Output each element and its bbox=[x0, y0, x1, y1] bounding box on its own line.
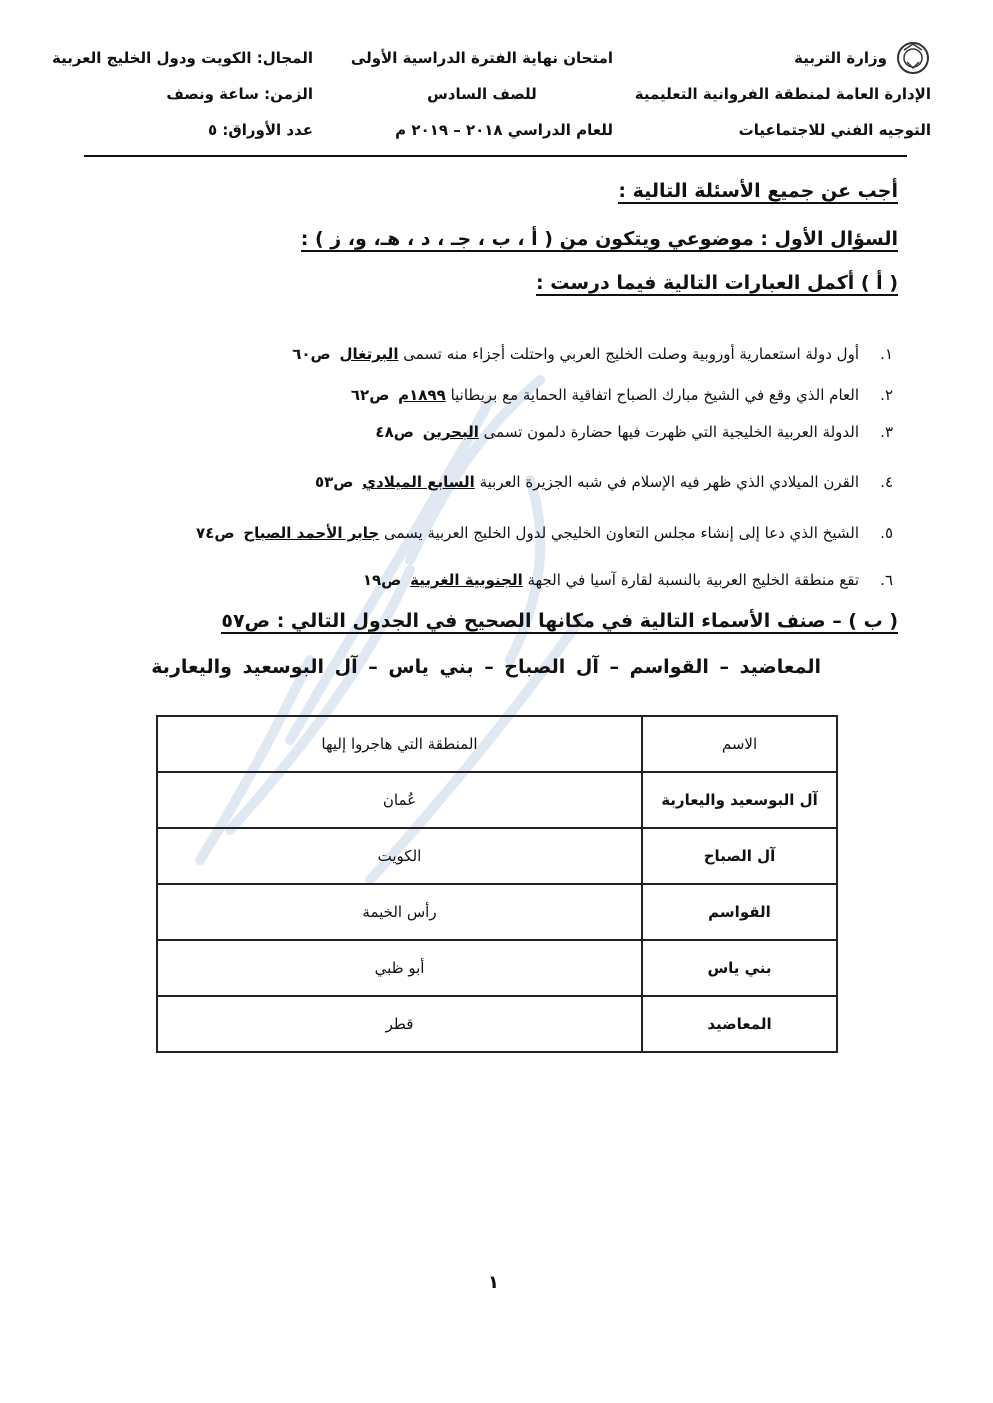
header-divider bbox=[84, 155, 907, 157]
row-name: القواسم bbox=[642, 884, 837, 940]
item-number: ٤. bbox=[880, 473, 893, 491]
page-count: عدد الأوراق: ٥ bbox=[207, 121, 313, 139]
item-number: ٥. bbox=[880, 524, 893, 542]
part-a-title: ( أ ) أكمل العبارات التالية فيما درست : bbox=[536, 272, 898, 294]
item-answer: ١٨٩٩م bbox=[398, 386, 446, 404]
item-number: ٣. bbox=[880, 423, 893, 441]
directorate-name: الإدارة العامة لمنطقة الفروانية التعليمية bbox=[634, 85, 931, 103]
table-header-row bbox=[157, 716, 837, 772]
ministry-name: وزارة التربية bbox=[794, 49, 887, 67]
header-region: المنطقة التي هاجروا إليها bbox=[157, 716, 642, 772]
list-item bbox=[363, 568, 893, 592]
header-exam-block bbox=[351, 40, 613, 148]
row-name: آل البوسعيد واليعاربة bbox=[642, 772, 837, 828]
instruction: أجب عن جميع الأسئلة التالية : bbox=[618, 180, 898, 202]
item-answer: الجنوبية الغربية bbox=[410, 571, 523, 589]
item-text: تقع منطقة الخليج العربية بالنسبة لقارة آسيا في الجهة bbox=[527, 571, 859, 589]
row-region: أبو ظبي bbox=[157, 940, 642, 996]
header-ministry-block bbox=[635, 40, 931, 148]
row-name: بني ياس bbox=[642, 940, 837, 996]
academic-year: للعام الدراسي ٢٠١٨ – ٢٠١٩ م bbox=[395, 121, 613, 139]
grade-label: للصف السادس bbox=[427, 85, 537, 103]
table-row bbox=[157, 772, 837, 828]
item-page-ref: ص١٩ bbox=[362, 571, 402, 589]
exam-title: امتحان نهاية الفترة الدراسية الأولى bbox=[350, 49, 613, 67]
kuwait-emblem-icon bbox=[895, 40, 931, 76]
table-row bbox=[157, 996, 837, 1052]
item-number: ٢. bbox=[880, 386, 893, 404]
item-number: ٦. bbox=[880, 571, 893, 589]
item-page-ref: ص٤٨ bbox=[375, 423, 414, 441]
item-page-ref: ص٧٤ bbox=[196, 524, 235, 542]
item-answer: البرتغال bbox=[339, 345, 399, 363]
row-name: المعاضيد bbox=[642, 996, 837, 1052]
item-number: ١. bbox=[880, 345, 893, 363]
row-region: الكويت bbox=[157, 828, 642, 884]
table-row bbox=[157, 884, 837, 940]
item-text: الشيخ الذي دعا إلى إنشاء مجلس التعاون الخليجي لدول الخليج العربية يسمى bbox=[383, 524, 859, 542]
list-item bbox=[196, 521, 893, 545]
table-row bbox=[157, 940, 837, 996]
item-text: أول دولة استعمارية أوروبية وصلت الخليج العربي واحتلت أجزاء منه تسمى bbox=[403, 345, 859, 363]
exam-time: الزمن: ساعة ونصف bbox=[166, 85, 313, 103]
item-text: القرن الميلادي الذي ظهر فيه الإسلام في شبه الجزيرة العربية bbox=[479, 473, 859, 491]
list-item bbox=[315, 470, 893, 494]
item-answer: جابر الأحمد الصباح bbox=[243, 524, 380, 542]
list-item bbox=[351, 383, 893, 407]
part-b-title: ( ب ) – صنف الأسماء التالية في مكانها الصحيح في الجدول التالي : ص٥٧ bbox=[221, 610, 898, 632]
list-item bbox=[375, 420, 893, 444]
names-list: المعاضيد – القواسم – آل الصباح – بني ياس – آل البوسعيد واليعاربة bbox=[151, 656, 821, 678]
row-region: رأس الخيمة bbox=[157, 884, 642, 940]
header-name: الاسم bbox=[642, 716, 837, 772]
item-page-ref: ص٥٣ bbox=[314, 473, 354, 491]
item-answer: البحرين bbox=[422, 423, 479, 441]
item-text: العام الذي وقع في الشيخ مبارك الصباح اتفاقية الحماية مع بريطانيا bbox=[450, 386, 859, 404]
supervision-name: التوجيه الفني للاجتماعيات bbox=[738, 121, 931, 139]
list-item bbox=[292, 342, 893, 366]
row-name: آل الصباح bbox=[642, 828, 837, 884]
item-text: الدولة العربية الخليجية التي ظهرت فيها حضارة دلمون تسمى bbox=[483, 423, 859, 441]
question1-title: السؤال الأول : موضوعي ويتكون من ( أ ، ب ، جـ ، د ، هـ، و، ز ) : bbox=[300, 228, 898, 250]
classification-table bbox=[156, 715, 838, 1053]
page-number: ١ bbox=[488, 1272, 499, 1293]
subject-field: المجال: الكويت ودول الخليج العربية bbox=[51, 49, 313, 67]
row-region: عُمان bbox=[157, 772, 642, 828]
row-region: قطر bbox=[157, 996, 642, 1052]
header-subject-block bbox=[52, 40, 313, 148]
item-answer: السابع الميلادي bbox=[362, 473, 475, 491]
item-page-ref: ص٦٢ bbox=[350, 386, 390, 404]
item-page-ref: ص٦٠ bbox=[292, 345, 331, 363]
table-row bbox=[157, 828, 837, 884]
